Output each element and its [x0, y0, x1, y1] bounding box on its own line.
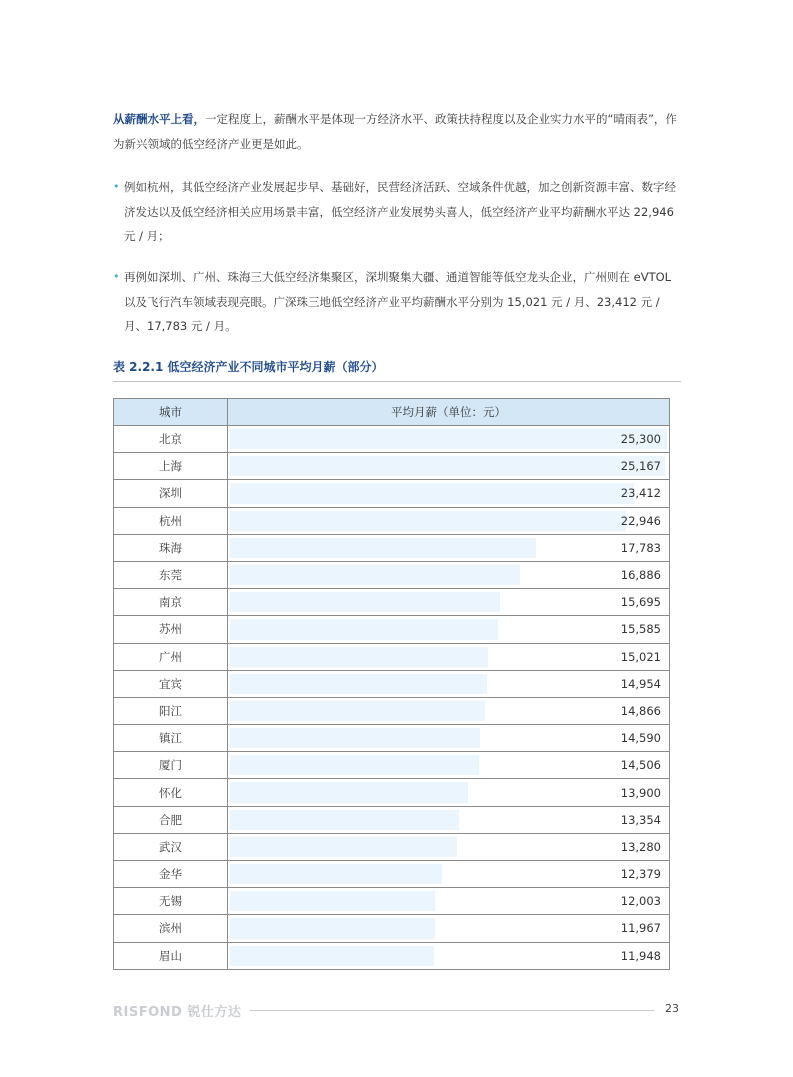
table-row — [114, 779, 670, 806]
table-row — [114, 426, 670, 453]
intro-text: 一定程度上，薪酬水平是体现一方经济水平、政策扶持程度以及企业实力水平的“晴雨表”，作为新兴领域的低空经济产业更是如此。 — [113, 112, 677, 151]
salary-value: 15,585 — [620, 622, 661, 637]
table-row — [114, 670, 670, 697]
intro-paragraph — [113, 107, 683, 157]
salary-bar — [230, 810, 459, 830]
salary-bar — [230, 891, 435, 911]
table-row — [114, 915, 670, 942]
salary-bar — [230, 619, 498, 639]
city-cell: 合肥 — [114, 806, 228, 833]
header-salary: 平均月薪（单位：元） — [228, 399, 670, 426]
bullet-dot-icon: • — [113, 180, 120, 193]
salary-cell — [228, 507, 670, 534]
city-cell: 怀化 — [114, 779, 228, 806]
table-caption: 表 2.2.1 低空经济产业不同城市平均月薪（部分） — [113, 358, 681, 382]
salary-value: 13,900 — [620, 785, 661, 800]
salary-value: 16,886 — [620, 568, 661, 583]
bullet-text: 再例如深圳、广州、珠海三大低空经济集聚区，深圳聚集大疆、通道智能等低空龙头企业，广州则在 eVTOL 以及飞行汽车领域表现亮眼。广深珠三地低空经济产业平均薪酬水平分别为 15,021 元 / 月、23,412 元 / 月、17,783 元 / 月。 — [124, 270, 672, 333]
city-cell: 镇江 — [114, 725, 228, 752]
salary-cell — [228, 589, 670, 616]
table-row — [114, 453, 670, 480]
salary-value: 13,280 — [620, 839, 661, 854]
salary-bar — [230, 674, 487, 694]
table-row — [114, 534, 670, 561]
salary-cell — [228, 453, 670, 480]
table-row — [114, 561, 670, 588]
table-row — [114, 725, 670, 752]
salary-cell — [228, 616, 670, 643]
salary-value: 14,954 — [620, 676, 661, 691]
intro-lead: 从薪酬水平上看， — [113, 112, 205, 126]
salary-value: 12,003 — [620, 894, 661, 909]
city-cell: 金华 — [114, 861, 228, 888]
salary-value: 22,946 — [620, 513, 661, 528]
city-cell: 广州 — [114, 643, 228, 670]
salary-bar — [230, 565, 520, 585]
table-body — [114, 426, 670, 970]
salary-cell — [228, 561, 670, 588]
table-header-row — [114, 399, 670, 426]
salary-value: 11,967 — [620, 921, 661, 936]
salary-cell — [228, 697, 670, 724]
city-cell: 滨州 — [114, 915, 228, 942]
header-city: 城市 — [114, 399, 228, 426]
salary-bar — [230, 837, 457, 857]
salary-bar — [230, 755, 479, 775]
city-cell: 苏州 — [114, 616, 228, 643]
salary-value: 13,354 — [620, 812, 661, 827]
salary-value: 11,948 — [620, 948, 661, 963]
salary-bar — [230, 429, 667, 449]
salary-bar — [230, 701, 485, 721]
salary-bar — [230, 647, 488, 667]
salary-value: 25,167 — [620, 459, 661, 474]
salary-value: 17,783 — [620, 540, 661, 555]
bullet-item — [113, 175, 683, 249]
city-cell: 厦门 — [114, 752, 228, 779]
city-cell: 眉山 — [114, 942, 228, 969]
salary-value: 14,866 — [620, 703, 661, 718]
salary-bar — [230, 918, 435, 938]
city-cell: 无锡 — [114, 888, 228, 915]
salary-bar — [230, 864, 442, 884]
table-row — [114, 589, 670, 616]
table-row — [114, 861, 670, 888]
salary-value: 25,300 — [620, 432, 661, 447]
table-row — [114, 806, 670, 833]
salary-cell — [228, 779, 670, 806]
bullet-dot-icon: • — [113, 270, 120, 283]
table-row — [114, 888, 670, 915]
footer-divider — [250, 1010, 654, 1011]
salary-value: 15,021 — [620, 649, 661, 664]
page-number: 23 — [665, 1002, 679, 1015]
salary-bar — [230, 456, 665, 476]
city-cell: 宜宾 — [114, 670, 228, 697]
city-cell: 杭州 — [114, 507, 228, 534]
salary-cell — [228, 670, 670, 697]
salary-bar — [230, 782, 468, 802]
city-cell: 东莞 — [114, 561, 228, 588]
salary-value: 12,379 — [620, 867, 661, 882]
salary-cell — [228, 833, 670, 860]
salary-table — [113, 398, 670, 970]
table-row — [114, 507, 670, 534]
salary-cell — [228, 861, 670, 888]
salary-value: 14,506 — [620, 758, 661, 773]
salary-cell — [228, 426, 670, 453]
city-cell: 阳江 — [114, 697, 228, 724]
salary-cell — [228, 534, 670, 561]
table-row — [114, 833, 670, 860]
bullet-text: 例如杭州，其低空经济产业发展起步早、基础好，民营经济活跃、空域条件优越，加之创新资源丰富、数字经济发达以及低空经济相关应用场景丰富，低空经济产业发展势头喜人，低空经济产业平均薪酬水平达 22,946 元 / 月； — [124, 180, 676, 243]
salary-bar — [230, 946, 434, 966]
salary-cell — [228, 643, 670, 670]
table-row — [114, 643, 670, 670]
salary-bar — [230, 728, 480, 748]
salary-value: 23,412 — [620, 486, 661, 501]
bullet-item — [113, 265, 683, 339]
salary-bar — [230, 511, 626, 531]
salary-cell — [228, 888, 670, 915]
salary-value: 15,695 — [620, 595, 661, 610]
salary-bar — [230, 592, 500, 612]
salary-bar — [230, 483, 634, 503]
table-row — [114, 480, 670, 507]
city-cell: 武汉 — [114, 833, 228, 860]
table-row — [114, 942, 670, 969]
table-row — [114, 616, 670, 643]
salary-cell — [228, 752, 670, 779]
salary-cell — [228, 480, 670, 507]
salary-cell — [228, 915, 670, 942]
brand-logo — [113, 1001, 241, 1020]
salary-value: 14,590 — [620, 731, 661, 746]
brand-logo-text: RISFOND 锐仕方达 — [113, 1005, 242, 1020]
salary-bar — [230, 538, 536, 558]
table-row — [114, 752, 670, 779]
salary-cell — [228, 806, 670, 833]
city-cell: 上海 — [114, 453, 228, 480]
city-cell: 深圳 — [114, 480, 228, 507]
salary-cell — [228, 725, 670, 752]
city-cell: 北京 — [114, 426, 228, 453]
city-cell: 珠海 — [114, 534, 228, 561]
table-row — [114, 697, 670, 724]
salary-cell — [228, 942, 670, 969]
city-cell: 南京 — [114, 589, 228, 616]
